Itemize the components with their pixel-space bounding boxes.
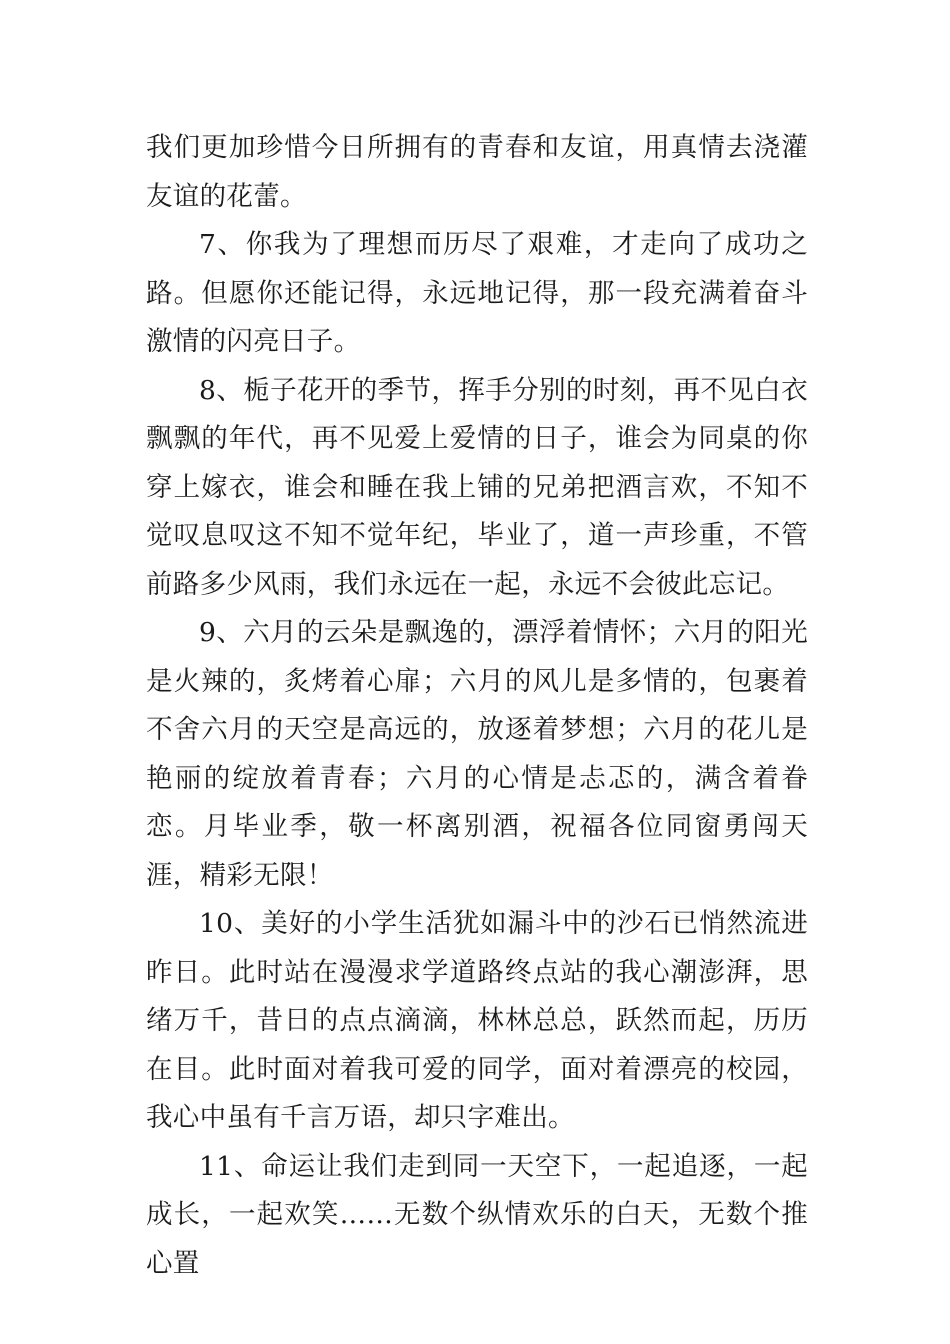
paragraph-item-10: 10、美好的小学生活犹如漏斗中的沙石已悄然流进昨日。此时站在漫漫求学道路终点站的我心潮澎湃，思绪万千，昔日的点点滴滴，林林总总，跃然而起，历历在目。此时面对着我可爱的同学，面对着漂亮的校园，我心中虽有千言万语，却只字难出。 [146,908,808,1133]
paragraph-item-11: 11、命运让我们走到同一天空下，一起追逐，一起成长，一起欢笑……无数个纵情欢乐的白天，无数个推心置 [146,1150,808,1279]
paragraph-continuation: 我们更加珍惜今日所拥有的青春和友谊，用真情去浇灌友谊的花蕾。 [146,132,808,212]
paragraph-item-9: 9、六月的云朵是飘逸的，漂浮着情怀；六月的阳光是火辣的，炙烤着心扉；六月的风儿是多情的，包裹着不舍六月的天空是高远的，放逐着梦想；六月的花儿是艳丽的绽放着青春；六月的心情是忐忑的，满含着眷恋。月毕业季，敬一杯离别酒，祝福各位同窗勇闯天涯，精彩无限！ [146,617,808,891]
paragraph-item-8: 8、栀子花开的季节，挥手分别的时刻，再不见白衣飘飘的年代，再不见爱上爱情的日子，谁会为同桌的你穿上嫁衣，谁会和睡在我上铺的兄弟把酒言欢，不知不觉叹息叹这不知不觉年纪，毕业了，道一声珍重，不管前路多少风雨，我们永远在一起，永远不会彼此忘记。 [146,374,808,600]
paragraph-item-7: 7、你我为了理想而历尽了艰难，才走向了成功之路。但愿你还能记得，永远地记得，那一段充满着奋斗激情的闪亮日子。 [146,229,808,357]
document-body [146,124,808,1288]
